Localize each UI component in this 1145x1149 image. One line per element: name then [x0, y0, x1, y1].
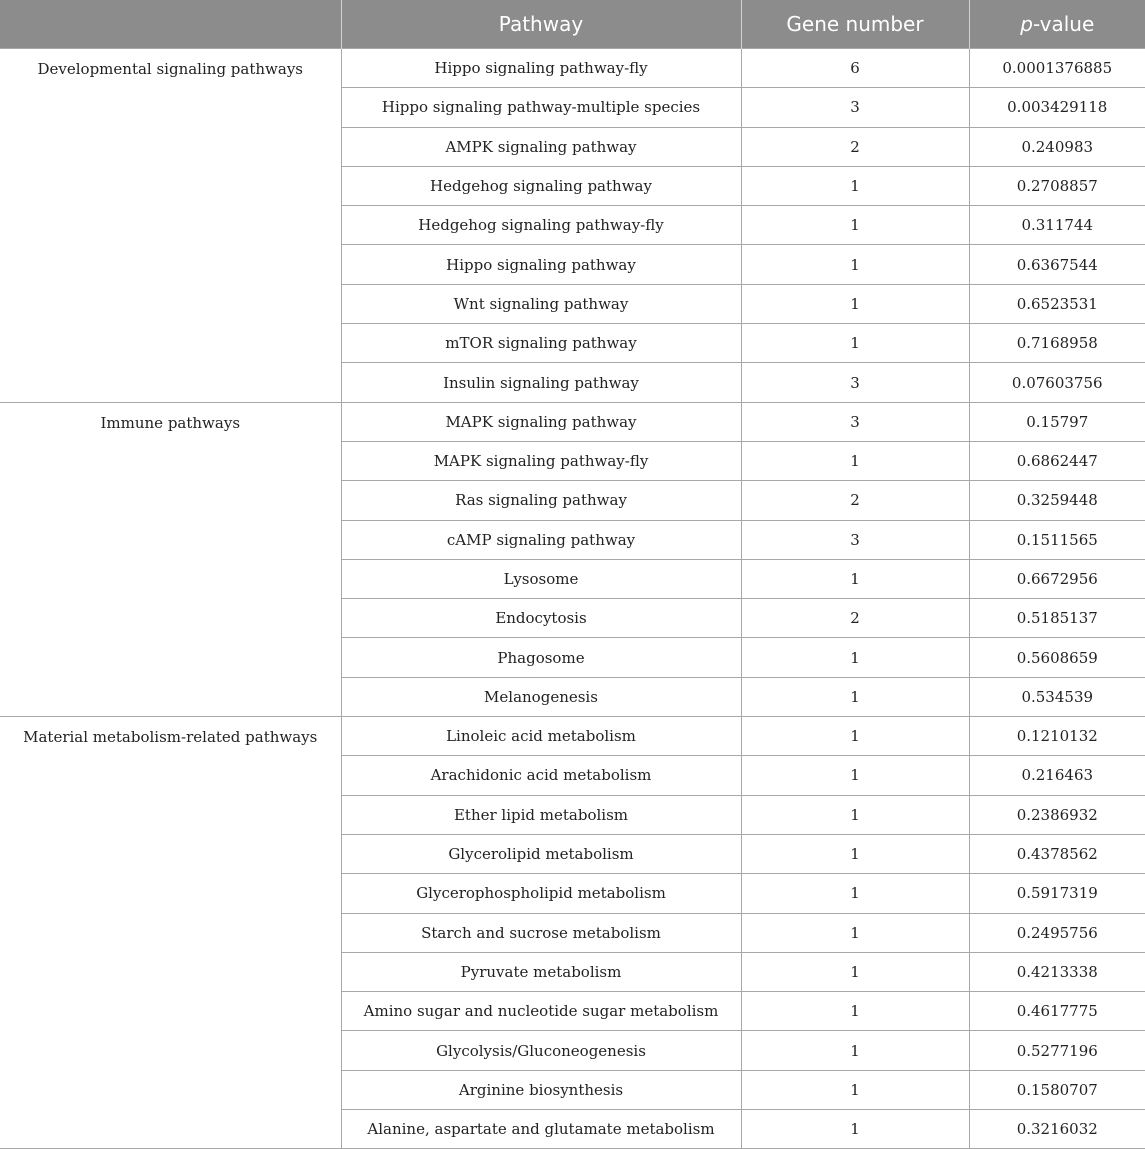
- pathway-cell: Starch and sucrose metabolism: [341, 913, 741, 952]
- p-value-cell: 0.5185137: [969, 599, 1145, 638]
- table-body: [0, 49, 1145, 1149]
- pathway-cell: Ras signaling pathway: [341, 481, 741, 520]
- table-header: [0, 0, 1145, 49]
- p-value-cell: 0.1511565: [969, 520, 1145, 559]
- gene-number-cell: 1: [741, 756, 969, 795]
- gene-number-cell: 2: [741, 127, 969, 166]
- gene-number-cell: 1: [741, 441, 969, 480]
- pathway-cell: Amino sugar and nucleotide sugar metabolism: [341, 992, 741, 1031]
- gene-number-cell: 3: [741, 363, 969, 402]
- p-value-cell: 0.07603756: [969, 363, 1145, 402]
- gene-number-cell: 1: [741, 952, 969, 991]
- pathway-cell: Endocytosis: [341, 599, 741, 638]
- category-cell: Immune pathways: [0, 402, 341, 716]
- pathway-cell: Phagosome: [341, 638, 741, 677]
- header-gene-number: Gene number: [741, 0, 969, 49]
- pathway-cell: Hippo signaling pathway-fly: [341, 49, 741, 88]
- header-row: [0, 0, 1145, 49]
- p-value-cell: 0.4378562: [969, 834, 1145, 873]
- pathway-cell: Melanogenesis: [341, 677, 741, 716]
- pathway-cell: Alanine, aspartate and glutamate metabolism: [341, 1110, 741, 1149]
- p-value-cell: 0.2386932: [969, 795, 1145, 834]
- header-p-italic: p: [1020, 12, 1033, 36]
- table-row: [0, 402, 1145, 441]
- p-value-cell: 0.240983: [969, 127, 1145, 166]
- gene-number-cell: 1: [741, 638, 969, 677]
- p-value-cell: 0.0001376885: [969, 49, 1145, 88]
- pathway-cell: Arginine biosynthesis: [341, 1070, 741, 1109]
- gene-number-cell: 1: [741, 677, 969, 716]
- pathway-cell: Linoleic acid metabolism: [341, 717, 741, 756]
- pathway-cell: MAPK signaling pathway: [341, 402, 741, 441]
- p-value-cell: 0.311744: [969, 206, 1145, 245]
- p-value-cell: 0.4617775: [969, 992, 1145, 1031]
- pathway-cell: Hippo signaling pathway-multiple species: [341, 88, 741, 127]
- pathway-cell: Hippo signaling pathway: [341, 245, 741, 284]
- pathway-cell: Lysosome: [341, 559, 741, 598]
- gene-number-cell: 1: [741, 992, 969, 1031]
- gene-number-cell: 1: [741, 559, 969, 598]
- gene-number-cell: 3: [741, 88, 969, 127]
- gene-number-cell: 1: [741, 874, 969, 913]
- category-cell: Developmental signaling pathways: [0, 49, 341, 403]
- gene-number-cell: 1: [741, 913, 969, 952]
- pathway-cell: Ether lipid metabolism: [341, 795, 741, 834]
- pathway-cell: Glycolysis/Gluconeogenesis: [341, 1031, 741, 1070]
- p-value-cell: 0.2708857: [969, 166, 1145, 205]
- gene-number-cell: 3: [741, 520, 969, 559]
- header-category: [0, 0, 341, 49]
- gene-number-cell: 2: [741, 599, 969, 638]
- gene-number-cell: 1: [741, 245, 969, 284]
- p-value-cell: 0.5277196: [969, 1031, 1145, 1070]
- gene-number-cell: 1: [741, 324, 969, 363]
- pathway-cell: Wnt signaling pathway: [341, 284, 741, 323]
- pathway-cell: Hedgehog signaling pathway-fly: [341, 206, 741, 245]
- p-value-cell: 0.1210132: [969, 717, 1145, 756]
- pathway-cell: Arachidonic acid metabolism: [341, 756, 741, 795]
- p-value-cell: 0.6367544: [969, 245, 1145, 284]
- pathway-cell: Hedgehog signaling pathway: [341, 166, 741, 205]
- gene-number-cell: 3: [741, 402, 969, 441]
- p-value-cell: 0.5917319: [969, 874, 1145, 913]
- gene-number-cell: 2: [741, 481, 969, 520]
- pathway-cell: Insulin signaling pathway: [341, 363, 741, 402]
- gene-number-cell: 1: [741, 834, 969, 873]
- p-value-cell: 0.6672956: [969, 559, 1145, 598]
- p-value-cell: 0.5608659: [969, 638, 1145, 677]
- p-value-cell: 0.3259448: [969, 481, 1145, 520]
- p-value-cell: 0.6862447: [969, 441, 1145, 480]
- pathway-cell: mTOR signaling pathway: [341, 324, 741, 363]
- header-pathway: Pathway: [341, 0, 741, 49]
- gene-number-cell: 1: [741, 795, 969, 834]
- pathway-cell: MAPK signaling pathway-fly: [341, 441, 741, 480]
- p-value-cell: 0.216463: [969, 756, 1145, 795]
- pathway-cell: Glycerophospholipid metabolism: [341, 874, 741, 913]
- pathway-cell: Glycerolipid metabolism: [341, 834, 741, 873]
- pathway-cell: cAMP signaling pathway: [341, 520, 741, 559]
- gene-number-cell: 1: [741, 1031, 969, 1070]
- p-value-cell: 0.534539: [969, 677, 1145, 716]
- gene-number-cell: 6: [741, 49, 969, 88]
- gene-number-cell: 1: [741, 284, 969, 323]
- gene-number-cell: 1: [741, 1070, 969, 1109]
- category-cell: Material metabolism-related pathways: [0, 717, 341, 1149]
- table-row: [0, 717, 1145, 756]
- gene-number-cell: 1: [741, 1110, 969, 1149]
- p-value-cell: 0.3216032: [969, 1110, 1145, 1149]
- table-row: [0, 49, 1145, 88]
- p-value-cell: 0.4213338: [969, 952, 1145, 991]
- p-value-cell: 0.6523531: [969, 284, 1145, 323]
- gene-number-cell: 1: [741, 166, 969, 205]
- p-value-cell: 0.003429118: [969, 88, 1145, 127]
- header-p-value: [969, 0, 1145, 49]
- p-value-cell: 0.15797: [969, 402, 1145, 441]
- p-value-cell: 0.1580707: [969, 1070, 1145, 1109]
- p-value-cell: 0.2495756: [969, 913, 1145, 952]
- pathway-cell: AMPK signaling pathway: [341, 127, 741, 166]
- gene-number-cell: 1: [741, 717, 969, 756]
- header-p-suffix: -value: [1032, 12, 1095, 36]
- pathway-cell: Pyruvate metabolism: [341, 952, 741, 991]
- p-value-cell: 0.7168958: [969, 324, 1145, 363]
- gene-number-cell: 1: [741, 206, 969, 245]
